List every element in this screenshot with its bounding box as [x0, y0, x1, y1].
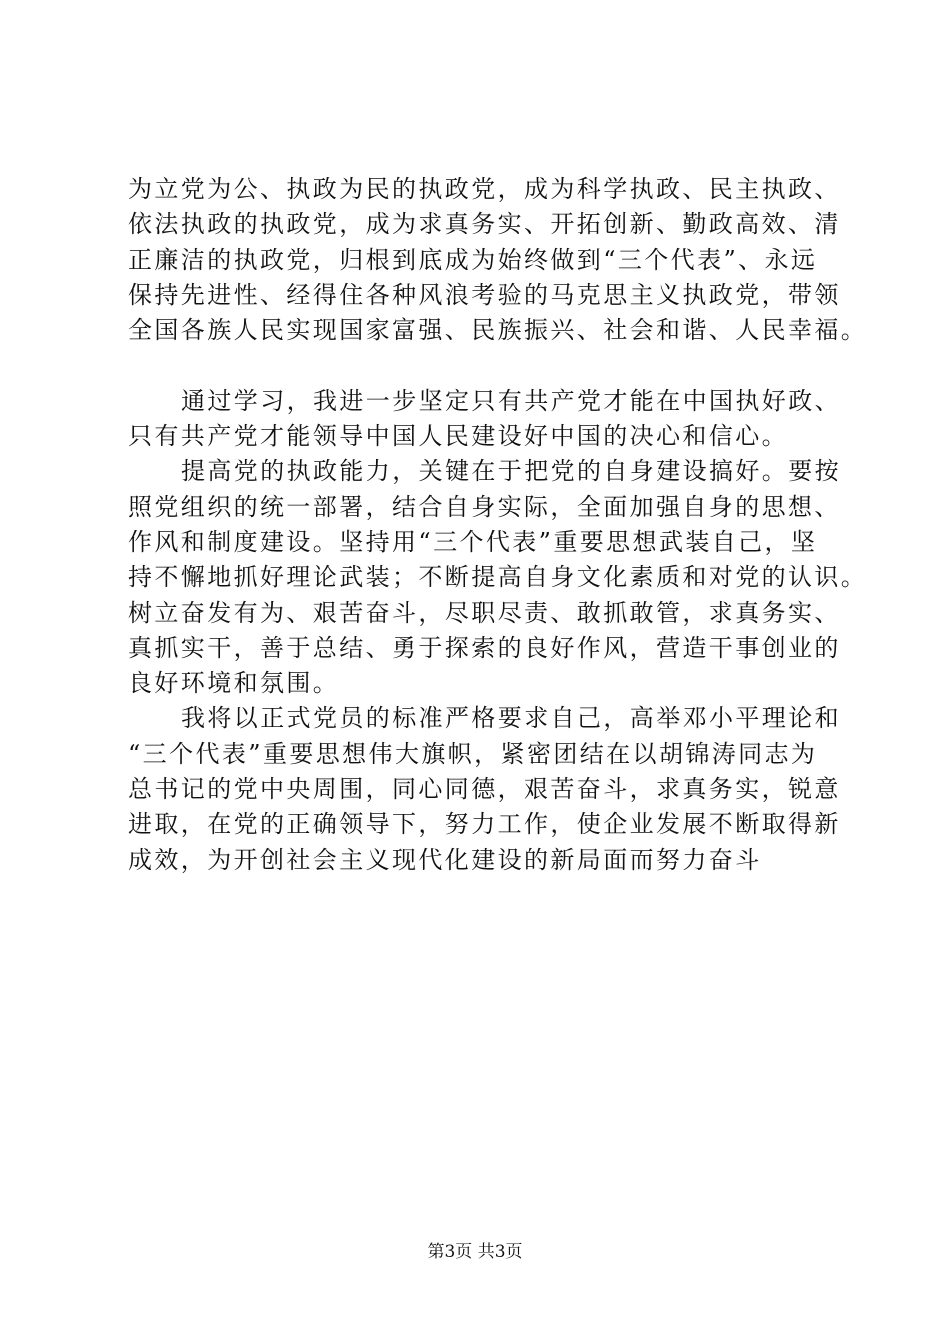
text-line: 照党组织的统一部署，结合自身实际，全面加强自身的思想、: [128, 492, 841, 521]
text-line: 我将以正式党员的标准严格要求自己，高举邓小平理论和: [181, 704, 841, 733]
text-line: 持不懈地抓好理论武装；不断提高自身文化素质和对党的认识。: [128, 563, 868, 592]
paragraph-gap: [128, 348, 840, 383]
document-body: [128, 172, 868, 878]
text-line: 进取，在党的正确领导下，努力工作，使企业发展不断取得新: [128, 810, 841, 839]
text-line: 只有共产党才能领导中国人民建设好中国的决心和信心。: [128, 422, 788, 451]
text-line: 树立奋发有为、艰苦奋斗，尽职尽责、敢抓敢管，求真务实、: [128, 598, 841, 627]
text-line: 依法执政的执政党，成为求真务实、开拓创新、勤政高效、清: [128, 210, 841, 239]
text-line: 全国各族人民实现国家富强、民族振兴、社会和谐、人民幸福。: [128, 316, 868, 345]
paragraph: [128, 384, 840, 455]
text-line: 正廉洁的执政党，归根到底成为始终做到“三个代表”、永远: [128, 245, 818, 274]
text-line: 为立党为公、执政为民的执政党，成为科学执政、民主执政、: [128, 175, 841, 203]
text-line: “三个代表”重要思想伟大旗帜，紧密团结在以胡锦涛同志为: [128, 739, 818, 768]
text-line: 通过学习，我进一步坚定只有共产党才能在中国执好政、: [181, 386, 841, 415]
text-line: 作风和制度建设。坚持用“三个代表”重要思想武装自己，坚: [128, 527, 818, 556]
text-line: 提高党的执政能力，关键在于把党的自身建设搞好。要按: [181, 457, 841, 486]
paragraph: [128, 454, 868, 701]
text-line: 真抓实干，善于总结、勇于探索的良好作风，营造干事创业的: [128, 633, 841, 662]
paragraph: [128, 701, 840, 877]
paragraph: [128, 172, 868, 348]
page-footer: 第3页 共3页: [427, 1242, 523, 1262]
text-line: 良好环境和氛围。: [128, 669, 340, 698]
text-line: 成效，为开创社会主义现代化建设的新局面而努力奋斗: [128, 845, 762, 874]
text-line: 总书记的党中央周围，同心同德，艰苦奋斗，求真务实，锐意: [128, 775, 841, 804]
text-line: 保持先进性、经得住各种风浪考验的马克思主义执政党，带领: [128, 280, 841, 309]
